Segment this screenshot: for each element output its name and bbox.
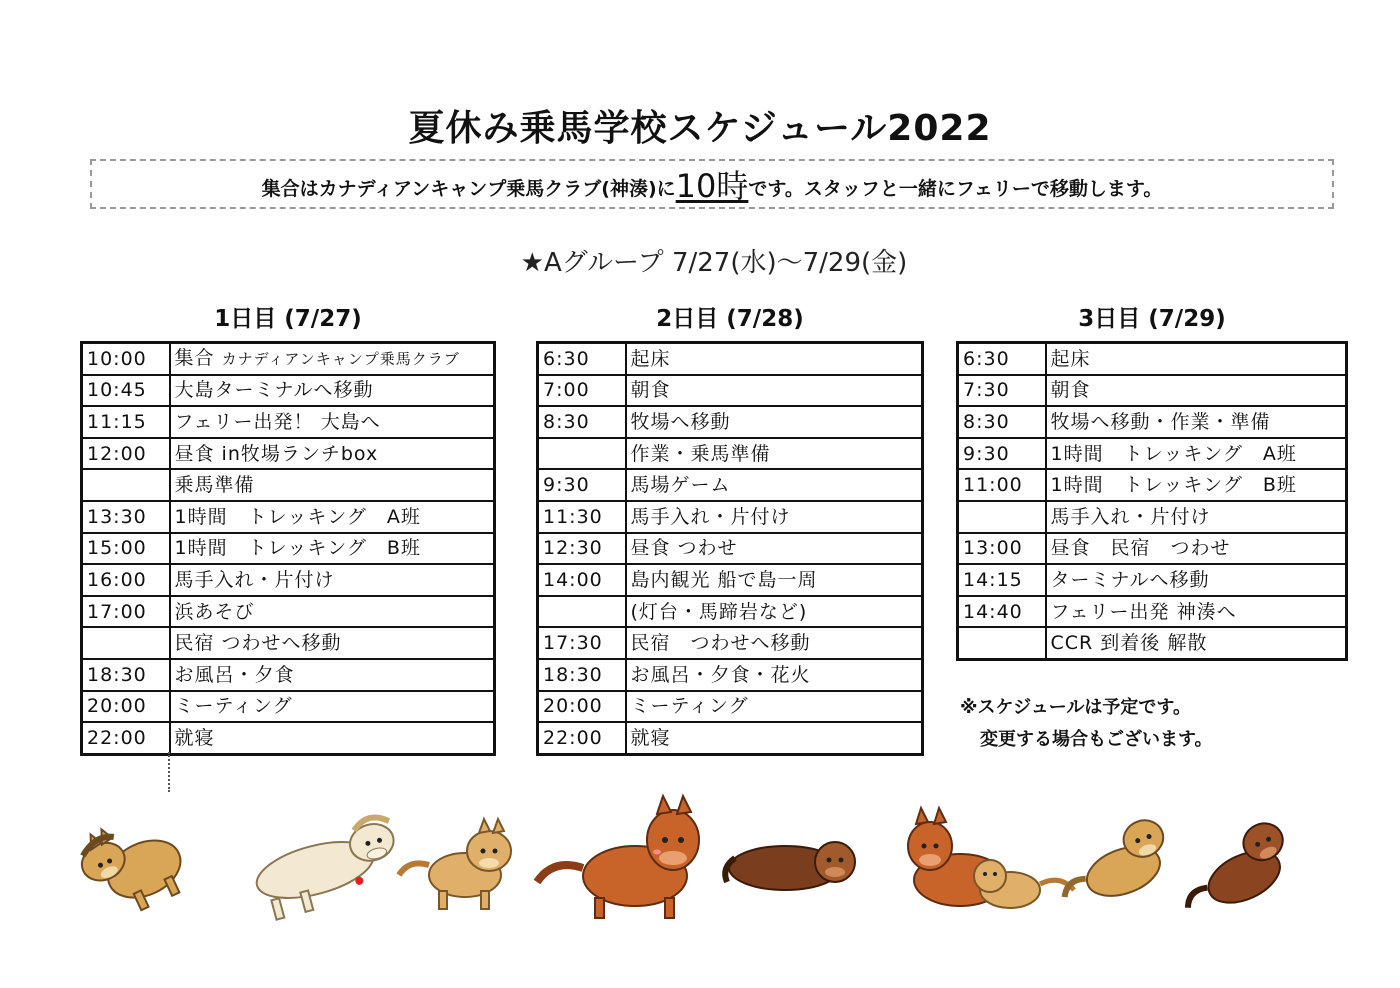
schedule-row xyxy=(958,375,1347,407)
schedule-row xyxy=(538,596,923,628)
activity-note: カナディアンキャンプ乗馬クラブ xyxy=(221,350,460,369)
horse-icon xyxy=(248,813,406,922)
horse-icon xyxy=(80,804,194,925)
schedule-row xyxy=(538,375,923,407)
activity-text: ミーティング xyxy=(630,695,749,718)
schedule-time: 7:00 xyxy=(538,375,626,407)
schedule-row xyxy=(82,343,495,375)
activity-text: ターミナルへ移動 xyxy=(1050,568,1210,591)
schedule-activity xyxy=(1046,406,1347,438)
schedule-activity xyxy=(1046,564,1347,596)
activity-text: 朝食 xyxy=(1050,379,1091,402)
horse-illustrations xyxy=(80,790,1320,930)
day3-schedule-table xyxy=(956,341,1348,661)
activity-text: お風呂・夕食 xyxy=(174,663,295,686)
activity-text: 起床 xyxy=(630,347,671,370)
day3-heading: 3日目 (7/29) xyxy=(1078,306,1226,332)
notice-text-before: 集合はカナディアンキャンプ乗馬クラブ(神湊)に xyxy=(261,178,676,200)
activity-text: 1時間 トレッキング B班 xyxy=(174,537,421,560)
schedule-row xyxy=(538,501,923,533)
activity-text: 就寝 xyxy=(630,726,671,749)
schedule-activity xyxy=(170,501,495,533)
schedule-time xyxy=(538,596,626,628)
horse-icon xyxy=(1049,815,1178,914)
activity-text: 乗馬準備 xyxy=(174,474,255,497)
schedule-row xyxy=(538,627,923,659)
schedule-row xyxy=(82,533,495,565)
page-title: 夏休み乗馬学校スケジュール2022 xyxy=(408,108,992,149)
schedule-row xyxy=(958,564,1347,596)
schedule-time: 17:30 xyxy=(538,627,626,659)
schedule-time xyxy=(958,627,1046,659)
schedule-time: 6:30 xyxy=(958,343,1046,375)
activity-text: 昼食 in牧場ランチbox xyxy=(174,442,379,465)
schedule-row xyxy=(82,596,495,628)
schedule-activity xyxy=(626,691,923,723)
schedule-time: 10:45 xyxy=(82,375,170,407)
schedule-activity xyxy=(170,438,495,470)
schedule-row xyxy=(82,501,495,533)
day2-schedule-table xyxy=(536,341,924,756)
schedule-activity xyxy=(626,596,923,628)
schedule-row xyxy=(958,438,1347,470)
schedule-time: 10:00 xyxy=(82,343,170,375)
schedule-time: 18:30 xyxy=(538,659,626,691)
schedule-activity xyxy=(626,375,923,407)
activity-text: 就寝 xyxy=(174,726,215,749)
schedule-row xyxy=(958,406,1347,438)
schedule-activity xyxy=(626,564,923,596)
schedule-time: 12:00 xyxy=(82,438,170,470)
schedule-time: 9:30 xyxy=(958,438,1046,470)
schedule-time xyxy=(958,501,1046,533)
day1-heading: 1日目 (7/27) xyxy=(214,306,362,332)
activity-text: お風呂・夕食・花火 xyxy=(630,663,811,686)
activity-text: フェリー出発！ 大島へ xyxy=(174,410,381,433)
schedule-activity xyxy=(626,406,923,438)
schedule-activity xyxy=(626,469,923,501)
activity-text: 朝食 xyxy=(630,379,671,402)
schedule-row xyxy=(538,469,923,501)
activity-text: 馬手入れ・片付け xyxy=(630,505,791,528)
schedule-activity xyxy=(1046,501,1347,533)
schedule-time: 20:00 xyxy=(538,691,626,723)
activity-text: 浜あそび xyxy=(174,600,255,623)
schedule-row xyxy=(82,438,495,470)
activity-text: 1時間 トレッキング A班 xyxy=(1050,442,1297,465)
schedule-row xyxy=(958,501,1347,533)
activity-text: 牧場へ移動・作業・準備 xyxy=(1050,410,1271,433)
footnote-line-2: 変更する場合もございます。 xyxy=(980,729,1213,750)
activity-text: 昼食 民宿 つわせ xyxy=(1050,537,1231,560)
day1-schedule-table xyxy=(80,341,496,756)
schedule-time: 8:30 xyxy=(958,406,1046,438)
schedule-activity xyxy=(626,501,923,533)
activity-text: 昼食 つわせ xyxy=(630,537,738,560)
schedule-activity xyxy=(1046,627,1347,659)
schedule-row xyxy=(82,722,495,754)
notice-time: 10時 xyxy=(675,167,749,205)
schedule-row xyxy=(82,627,495,659)
schedule-time: 6:30 xyxy=(538,343,626,375)
schedule-row xyxy=(958,533,1347,565)
group-heading: ★Aグループ 7/27(水)～7/29(金) xyxy=(520,248,908,278)
schedule-activity xyxy=(626,659,923,691)
schedule-time: 22:00 xyxy=(82,722,170,754)
schedule-time: 14:15 xyxy=(958,564,1046,596)
activity-text: ミーティング xyxy=(174,695,293,718)
schedule-time: 18:30 xyxy=(82,659,170,691)
schedule-activity xyxy=(170,469,495,501)
schedule-time: 7:30 xyxy=(958,375,1046,407)
schedule-footnote xyxy=(960,692,1213,756)
schedule-activity xyxy=(170,627,495,659)
horse-icon xyxy=(908,808,1074,908)
schedule-time: 11:00 xyxy=(958,469,1046,501)
schedule-activity xyxy=(170,659,495,691)
schedule-time: 13:30 xyxy=(82,501,170,533)
schedule-activity xyxy=(170,722,495,754)
schedule-row xyxy=(538,564,923,596)
schedule-row xyxy=(538,691,923,723)
schedule-activity xyxy=(170,564,495,596)
notice-text-after: です。スタッフと一緒にフェリーで移動します。 xyxy=(748,178,1163,200)
schedule-row xyxy=(538,659,923,691)
schedule-row xyxy=(82,469,495,501)
schedule-activity xyxy=(170,343,495,375)
activity-text: 起床 xyxy=(1050,347,1091,370)
schedule-time xyxy=(82,469,170,501)
day2-heading: 2日目 (7/28) xyxy=(656,306,804,332)
schedule-row xyxy=(82,659,495,691)
meeting-notice xyxy=(90,159,1334,209)
activity-text: 馬手入れ・片付け xyxy=(174,568,335,591)
schedule-time: 13:00 xyxy=(958,533,1046,565)
schedule-activity xyxy=(1046,596,1347,628)
activity-text: 1時間 トレッキング B班 xyxy=(1050,474,1297,497)
schedule-row xyxy=(538,343,923,375)
activity-text: フェリー出発 神湊へ xyxy=(1050,600,1237,623)
schedule-time: 12:30 xyxy=(538,533,626,565)
schedule-activity xyxy=(170,406,495,438)
horse-icon xyxy=(399,819,511,909)
activity-text: (灯台・馬蹄岩など) xyxy=(630,600,808,623)
schedule-activity xyxy=(1046,375,1347,407)
schedule-time: 14:00 xyxy=(538,564,626,596)
activity-text: 牧場へ移動 xyxy=(630,410,731,433)
schedule-row xyxy=(538,722,923,754)
schedule-row xyxy=(82,375,495,407)
activity-text: CCR 到着後 解散 xyxy=(1050,632,1208,655)
schedule-activity xyxy=(626,343,923,375)
schedule-activity xyxy=(626,533,923,565)
schedule-activity xyxy=(170,533,495,565)
schedule-row xyxy=(82,564,495,596)
schedule-time: 20:00 xyxy=(82,691,170,723)
activity-text: 島内観光 船で島一周 xyxy=(630,568,818,591)
schedule-activity xyxy=(626,722,923,754)
schedule-time: 11:30 xyxy=(538,501,626,533)
activity-text: 馬場ゲーム xyxy=(630,474,731,497)
activity-text: 民宿 つわせへ移動 xyxy=(630,632,811,655)
horse-icon xyxy=(537,796,699,918)
schedule-time xyxy=(82,627,170,659)
schedule-row xyxy=(958,627,1347,659)
activity-text: 大島ターミナルへ移動 xyxy=(174,379,374,402)
schedule-activity xyxy=(1046,533,1347,565)
schedule-activity xyxy=(626,627,923,659)
schedule-time: 11:15 xyxy=(82,406,170,438)
schedule-activity xyxy=(1046,343,1347,375)
schedule-time: 15:00 xyxy=(82,533,170,565)
schedule-row xyxy=(538,406,923,438)
activity-text: 作業・乗馬準備 xyxy=(630,442,771,465)
schedule-activity xyxy=(1046,469,1347,501)
schedule-row xyxy=(82,406,495,438)
schedule-row xyxy=(538,533,923,565)
schedule-time: 14:40 xyxy=(958,596,1046,628)
schedule-time: 17:00 xyxy=(82,596,170,628)
schedule-row xyxy=(958,343,1347,375)
schedule-time: 9:30 xyxy=(538,469,626,501)
horse-icon xyxy=(725,842,855,890)
activity-text: 集合 xyxy=(174,347,215,370)
footnote-line-1: ※スケジュールは予定です。 xyxy=(960,697,1191,718)
schedule-activity xyxy=(170,596,495,628)
schedule-activity xyxy=(1046,438,1347,470)
schedule-time: 8:30 xyxy=(538,406,626,438)
activity-text: 馬手入れ・片付け xyxy=(1050,505,1211,528)
schedule-activity xyxy=(170,375,495,407)
activity-text: 民宿 つわせへ移動 xyxy=(174,632,342,655)
table-divider-line xyxy=(168,752,170,792)
schedule-time: 22:00 xyxy=(538,722,626,754)
horse-icon xyxy=(1168,817,1300,924)
schedule-time: 16:00 xyxy=(82,564,170,596)
schedule-row xyxy=(538,438,923,470)
schedule-row xyxy=(82,691,495,723)
schedule-activity xyxy=(626,438,923,470)
schedule-row xyxy=(958,596,1347,628)
schedule-activity xyxy=(170,691,495,723)
schedule-row xyxy=(958,469,1347,501)
activity-text: 1時間 トレッキング A班 xyxy=(174,505,421,528)
schedule-time xyxy=(538,438,626,470)
